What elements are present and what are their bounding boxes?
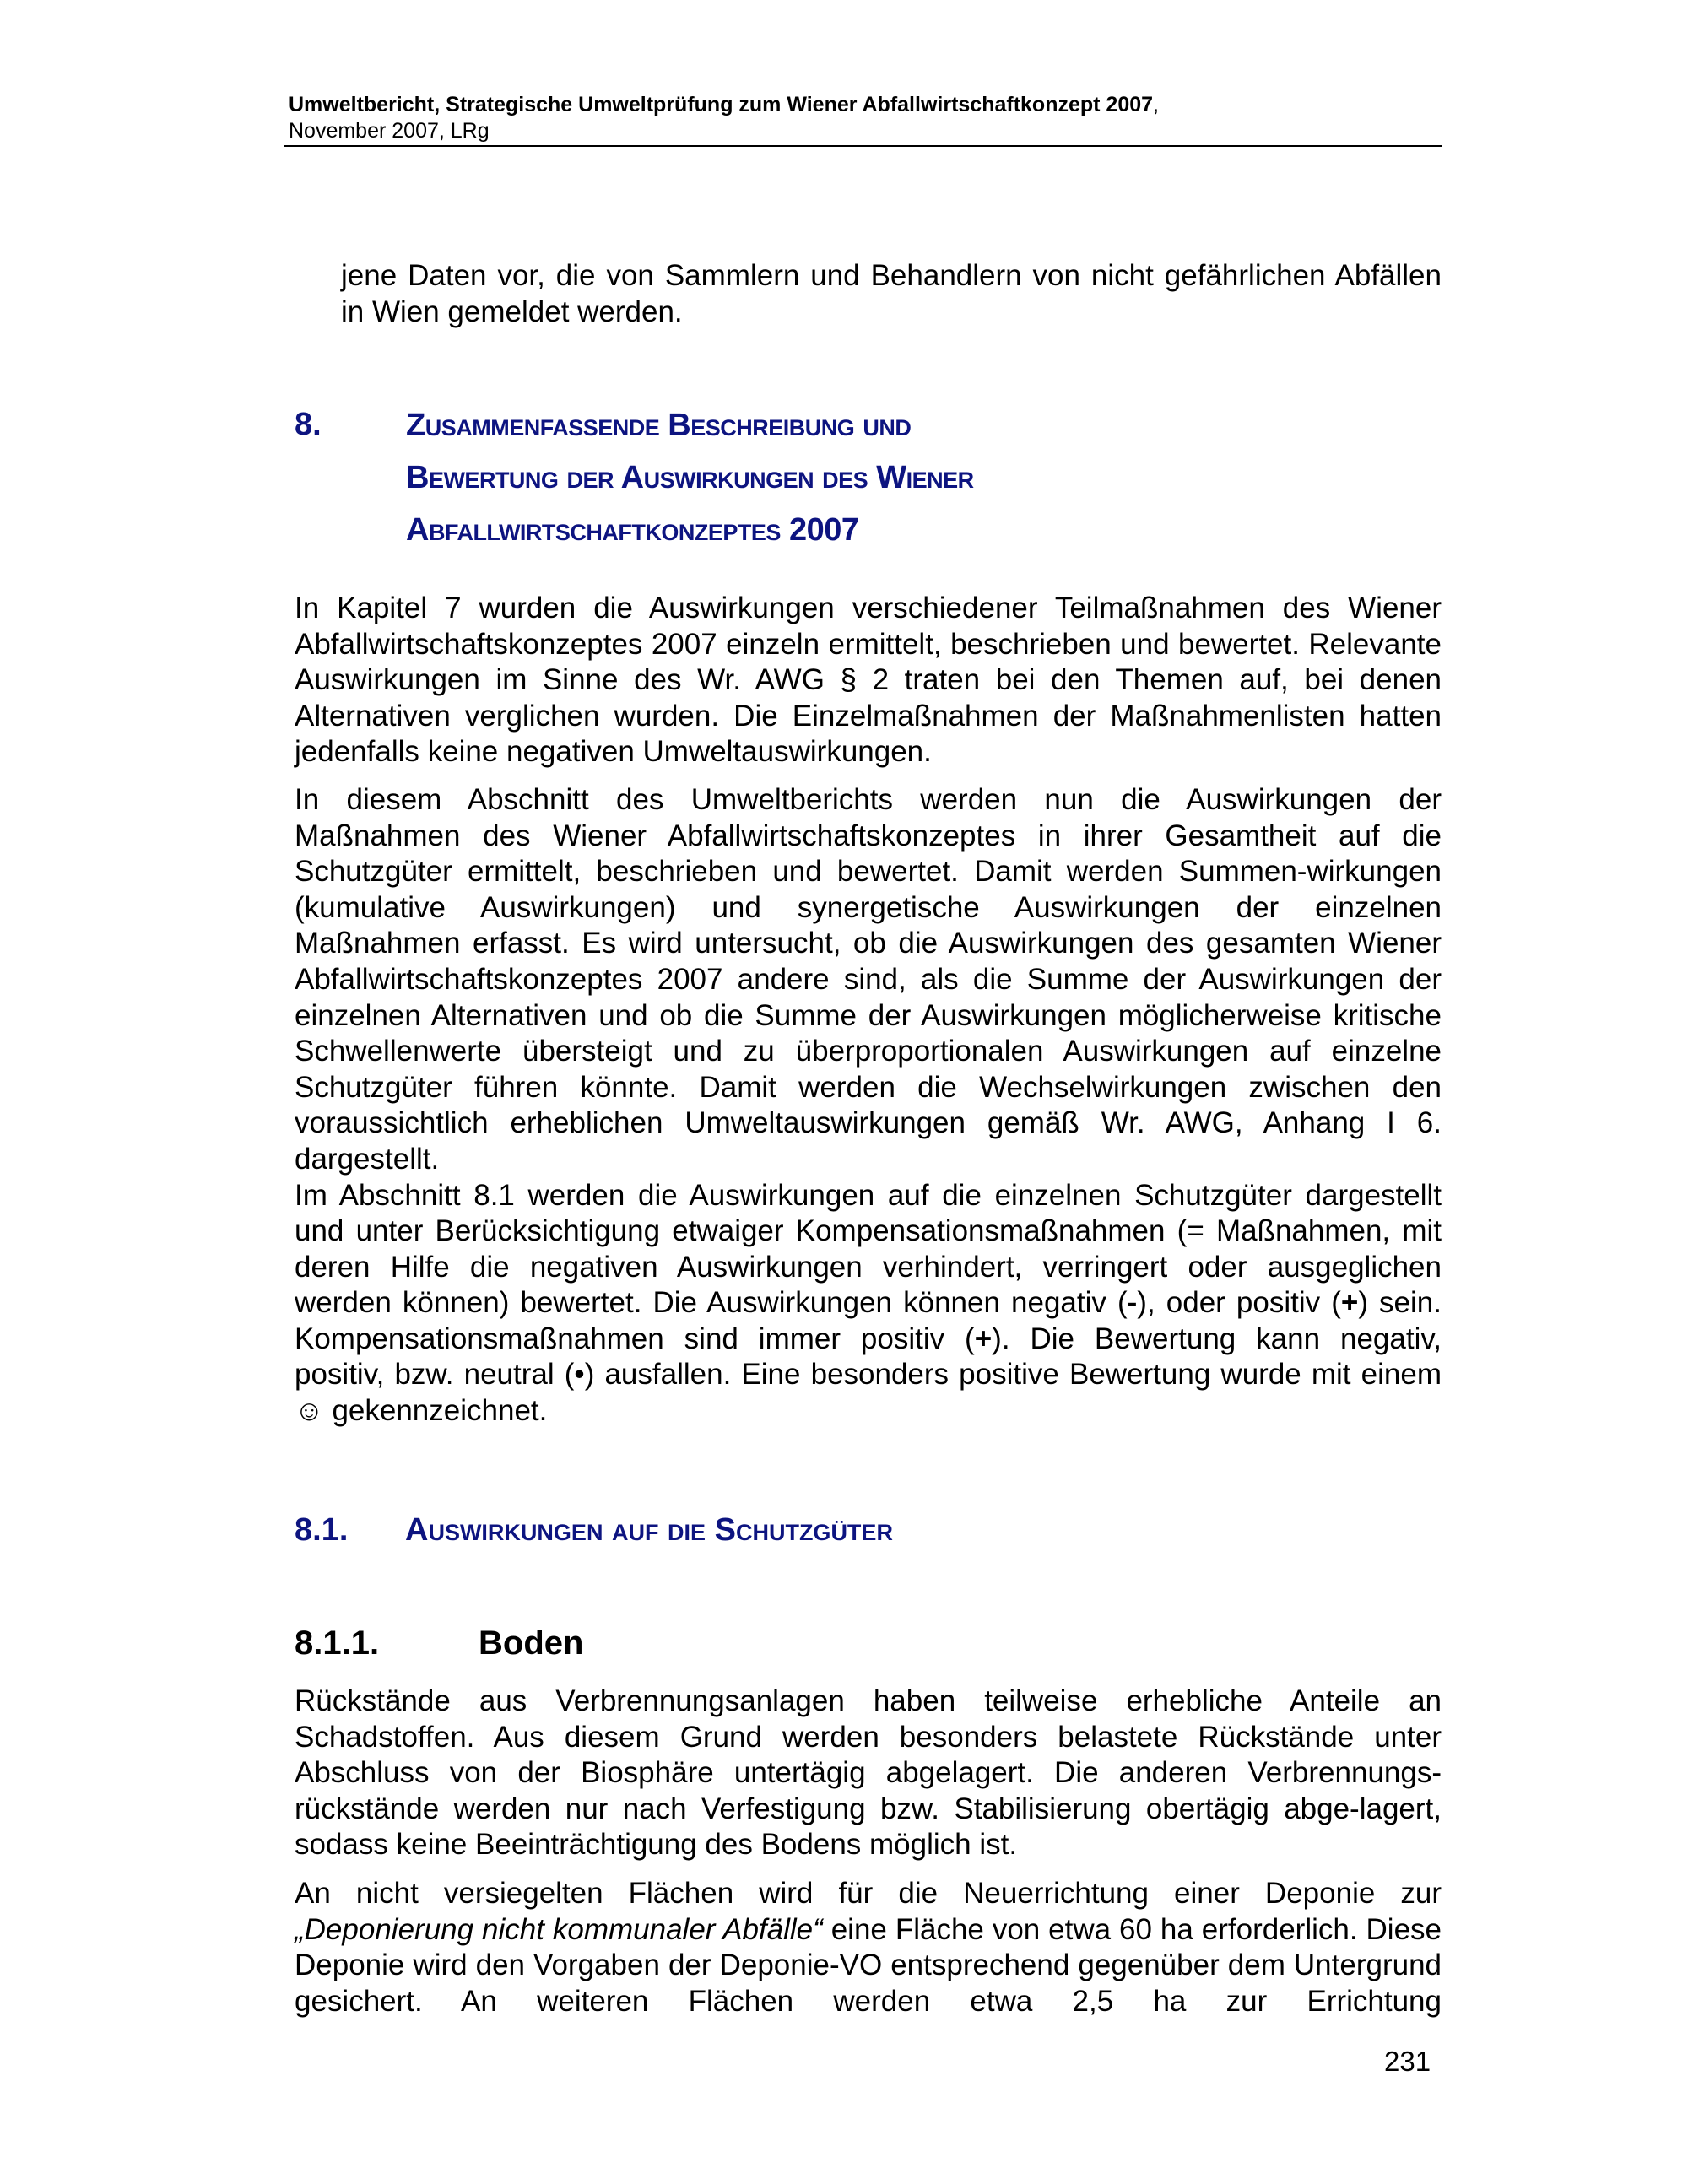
boden-body: [295, 1684, 1442, 2019]
text-run: ) sein. Kompensationsmaßnahmen sind immer positiv (: [295, 1286, 1442, 1355]
positive-symbol: +: [1340, 1286, 1359, 1320]
section-8-number: 8.: [295, 407, 322, 442]
section-8-1-1-title: Boden: [479, 1624, 584, 1662]
section-8-title: [406, 407, 1334, 564]
smiley-icon: ☺: [295, 1395, 324, 1428]
italic-quote: „Deponierung nicht kommunaler Abfälle“: [295, 1912, 823, 1946]
intro-text: jene Daten vor, die von Sammlern und Behandlern von nicht gefährlichen Abfällen in Wien gemeldet werden.: [341, 259, 1442, 328]
header-title-comma: ,: [1153, 93, 1159, 116]
text-run: eine Fläche von etwa 60 ha erforderlich. Diese Deponie wird den Vorgaben der Deponie-VO entsprechend gegenüber dem Untergrund gesichert. An weiteren Flächen werden etwa 2,5 ha zur Errichtung: [295, 1912, 1442, 2018]
text-run: ), oder positiv (: [1137, 1286, 1341, 1320]
section-8-1-number: 8.1.: [295, 1512, 349, 1548]
section-8-1-title: Auswirkungen auf die Schutzgüter: [405, 1512, 893, 1548]
neutral-symbol: •: [574, 1358, 585, 1392]
negative-symbol: -: [1127, 1286, 1138, 1320]
paragraph: In Kapitel 7 wurden die Auswirkungen verschiedener Teilmaßnahmen des Wiener Abfallwirtschaftskonzeptes 2007 einzeln ermittelt, beschrieben und bewertet. Relevante Auswirkungen im Sinne des Wr. AWG § 2 traten bei den Themen auf, bei denen Alternativen verglichen wurden. Die Einzelmaßnahmen der Maßnahmenlisten hatten jedenfalls keine negativen Umweltauswirkungen.: [295, 592, 1442, 769]
text-run: Im Abschnitt 8.1 werden die Auswirkungen auf die einzelnen Schutzgüter dargestellt und unter Berücksichtigung etwaiger Kompensationsmaßnahmen (= Maßnahmen, mit deren Hilfe die negativen Auswirkungen verhindert, verringert oder ausgeglichen werden können) bewertet. Die Auswirkungen können negativ (: [295, 1178, 1442, 1320]
paragraph: [295, 1178, 1442, 1430]
header-divider: [284, 145, 1442, 147]
section-8-title-line: Abfallwirtschaftkonzeptes 2007: [406, 512, 859, 548]
section-8-title-line: Zusammenfassende Beschreibung und: [406, 408, 912, 443]
section-8-title-line: Bewertung der Auswirkungen des Wiener: [406, 460, 974, 495]
text-run: ). Die Bewertung kann negativ, positiv, bzw. neutral (: [295, 1322, 1442, 1392]
intro-paragraph: [341, 258, 1442, 330]
page-number: 231: [1384, 2046, 1431, 2077]
paragraph: In diesem Abschnitt des Umweltberichts werden nun die Auswirkungen der Maßnahmen des Wiener Abfallwirtschaftskonzeptes in ihrer Gesamtheit auf die Schutzgüter ermittelt, beschrieben und bewertet. Damit werden Summen-wirkungen (kumulative Auswirkungen) und synergetische Auswirkungen der einzelnen Maßnahmen erfasst. Es wird untersucht, ob die Auswirkungen des gesamten Wiener Abfallwirtschaftskonzeptes 2007 andere sind, als die Summe der Auswirkungen der einzelnen Alternativen und ob die Summe der Auswirkungen möglicherweise kritische Schwellenwerte übersteigt und zu überproportionalen Auswirkungen auf einzelne Schutzgüter führen könnte. Damit werden die Wechselwirkungen zwischen den voraussichtlich erheblichen Umweltauswirkungen gemäß Wr. AWG, Anhang I 6. dargestellt.: [295, 782, 1442, 1176]
section-8-1-1-number: 8.1.1.: [295, 1624, 380, 1662]
positive-symbol: +: [974, 1322, 993, 1355]
paragraph: Rückstände aus Verbrennungsanlagen haben teilweise erhebliche Anteile an Schadstoffen. Aus diesem Grund werden besonders belastete Rückstände unter Abschluss von der Biosphäre untertägig abgelagert. Die anderen Verbrennungs-rückstände werden nur nach Verfestigung bzw. Stabilisierung obertägig abge-lagert, sodass keine Beeinträchtigung des Bodens möglich ist.: [295, 1684, 1442, 1862]
header-title-text: Umweltbericht, Strategische Umweltprüfung zum Wiener Abfallwirtschaftkonzept 2007: [289, 93, 1154, 116]
header-title: [289, 91, 1442, 118]
section-8-1-heading: [295, 1512, 893, 1549]
text-run: gekennzeichnet.: [323, 1394, 548, 1428]
section-8-1-1-heading: [295, 1624, 583, 1662]
running-header: [289, 91, 1442, 143]
text-run: An nicht versiegelten Flächen wird für die Neuerrichtung einer Deponie zur: [295, 1876, 1442, 1910]
header-subtitle: November 2007, LRg: [289, 119, 490, 143]
section-8-body: [295, 591, 1442, 1430]
text-run: ) ausfallen. Eine besonders positive Bewertung wurde mit einem: [584, 1358, 1442, 1392]
paragraph: [295, 1876, 1442, 2019]
